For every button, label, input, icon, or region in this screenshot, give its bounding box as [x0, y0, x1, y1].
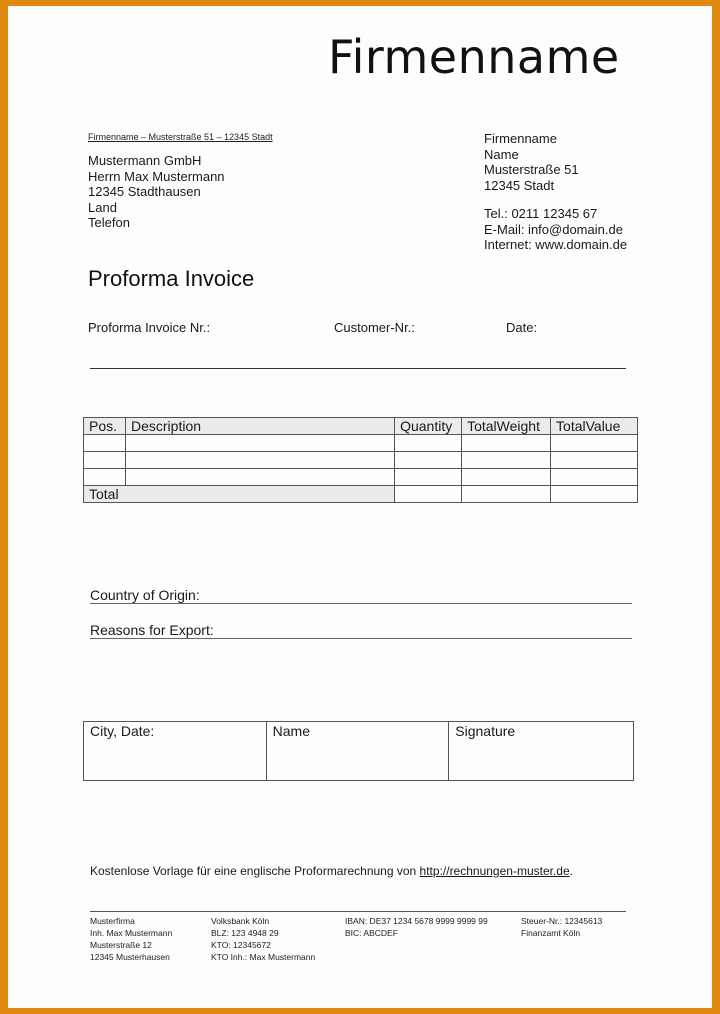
cell-weight[interactable] [462, 435, 551, 452]
footer-divider [90, 911, 626, 912]
header-description: Description [125, 418, 394, 435]
footer-line: Volksbank Köln [211, 916, 270, 926]
company-line: 12345 Stadt [484, 177, 555, 193]
meta-divider [90, 368, 626, 369]
country-of-origin-label: Country of Origin: [90, 587, 200, 603]
signature-label: Signature [455, 723, 516, 739]
footer-line: Musterstraße 12 [90, 940, 152, 950]
footer-line: BLZ: 123 4948 29 [211, 928, 279, 938]
table-header-row [84, 418, 638, 435]
footer-line: 12345 Musterhausen [90, 952, 170, 962]
footer-line: KTO Inh.: Max Mustermann [211, 952, 316, 962]
table-row [84, 469, 638, 486]
footer-company [90, 915, 172, 963]
header-total-weight: TotalWeight [462, 418, 551, 435]
items-table [83, 417, 638, 503]
company-contact [484, 206, 627, 253]
total-value[interactable] [551, 486, 638, 503]
cell-value[interactable] [551, 469, 638, 486]
footer-line: Finanzamt Köln [521, 928, 581, 938]
signature-cell[interactable] [449, 722, 634, 781]
footer-line: BIC: ABCDEF [345, 928, 398, 938]
customer-number-label: Customer-Nr.: [334, 320, 415, 335]
header-total-value: TotalValue [551, 418, 638, 435]
cell-pos[interactable] [84, 452, 126, 469]
footer-line: KTO: 12345672 [211, 940, 271, 950]
date-label: Date: [506, 320, 538, 335]
company-line: Firmenname [484, 131, 557, 146]
cell-quantity[interactable] [395, 452, 462, 469]
footer-tax [521, 915, 602, 939]
company-line: Musterstraße 51 [484, 162, 579, 177]
footer-line: Inh. Max Mustermann [90, 928, 173, 938]
template-note [90, 864, 573, 878]
table-row [84, 435, 638, 452]
reasons-for-export-label: Reasons for Export: [90, 622, 214, 638]
invoice-number-label: Proforma Invoice Nr.: [88, 320, 211, 335]
contact-email: E-Mail: info@domain.de [484, 221, 623, 237]
company-logo-text: Firmenname [328, 30, 620, 84]
cell-weight[interactable] [462, 452, 551, 469]
company-address [484, 131, 579, 193]
sender-address-line: Firmenname – Musterstraße 51 – 12345 Stadt [88, 132, 273, 142]
recipient-address [88, 153, 225, 231]
name-cell[interactable] [266, 722, 449, 781]
recipient-line: Herrn Max Mustermann [88, 168, 225, 184]
cell-description[interactable] [125, 469, 394, 486]
country-of-origin-line[interactable] [90, 603, 632, 604]
recipient-line: Mustermann GmbH [88, 153, 202, 168]
cell-description[interactable] [125, 435, 394, 452]
footer-bank [211, 915, 315, 963]
reasons-for-export-line[interactable] [90, 638, 632, 639]
total-weight[interactable] [462, 486, 551, 503]
template-note-text: Kostenlose Vorlage für eine englische Proformarechnung von [90, 864, 420, 878]
signature-table [83, 721, 634, 781]
contact-website: Internet: www.domain.de [484, 237, 628, 252]
footer-line: Steuer-Nr.: 12345613 [521, 916, 603, 926]
cell-quantity[interactable] [395, 469, 462, 486]
invoice-page [8, 6, 712, 1008]
total-label: Total [84, 486, 395, 503]
cell-value[interactable] [551, 435, 638, 452]
header-quantity: Quantity [395, 418, 462, 435]
cell-weight[interactable] [462, 469, 551, 486]
cell-description[interactable] [125, 452, 394, 469]
city-date-label: City, Date: [90, 723, 155, 739]
city-date-cell[interactable] [84, 722, 267, 781]
recipient-line: Telefon [88, 215, 130, 230]
template-link[interactable]: http://rechnungen-muster.de [419, 864, 570, 878]
total-quantity[interactable] [395, 486, 462, 503]
cell-pos[interactable] [84, 469, 126, 486]
cell-value[interactable] [551, 452, 638, 469]
cell-pos[interactable] [84, 435, 126, 452]
recipient-line: Land [88, 199, 117, 215]
table-row [84, 452, 638, 469]
recipient-line: 12345 Stadthausen [88, 184, 201, 199]
footer-line: IBAN: DE37 1234 5678 9999 9999 99 [345, 916, 488, 926]
name-label: Name [272, 723, 310, 739]
contact-phone: Tel.: 0211 12345 67 [484, 206, 598, 221]
header-pos: Pos. [84, 418, 126, 435]
document-title: Proforma Invoice [88, 266, 255, 291]
company-line: Name [484, 146, 519, 162]
template-note-suffix: . [569, 864, 573, 878]
table-total-row [84, 486, 638, 503]
footer-line: Musterfirma [90, 916, 135, 926]
footer-iban [345, 915, 488, 939]
cell-quantity[interactable] [395, 435, 462, 452]
